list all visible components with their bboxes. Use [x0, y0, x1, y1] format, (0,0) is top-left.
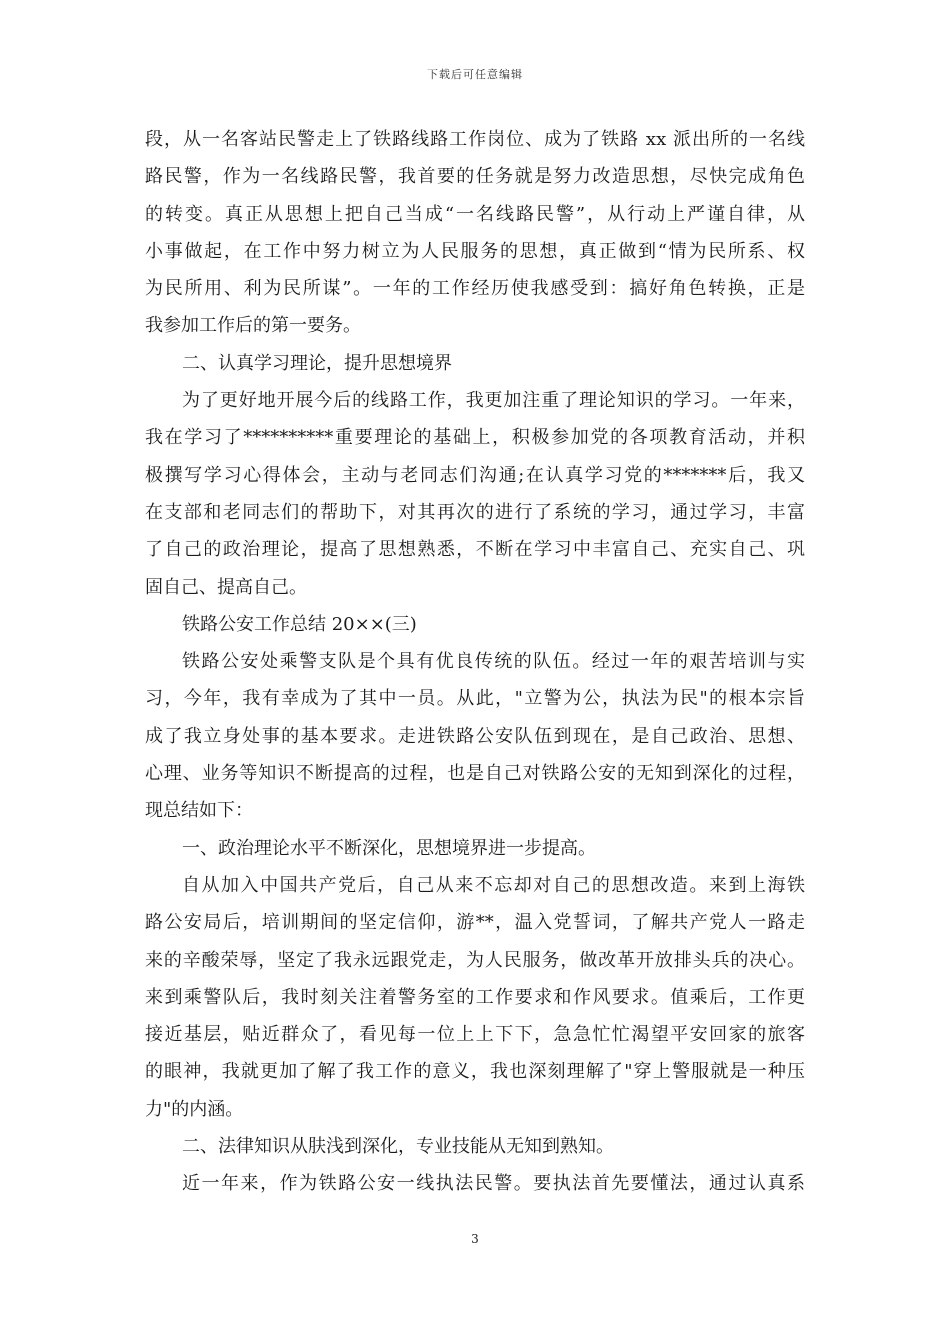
text-line: 我在学习了**********重要理论的基础上，积极参加党的各项教育活动，并积: [145, 427, 805, 449]
text-line: 在支部和老同志们的帮助下，对其再次的进行了系统的学习，通过学习，丰富: [145, 501, 805, 523]
text-line: 成了我立身处事的基本要求。走进铁路公安队伍到现在，是自己政治、思想、: [145, 725, 805, 747]
text-line: 二、法律知识从肤浅到深化，专业技能从无知到熟知。: [182, 1136, 614, 1158]
text-line: 自从加入中国共产党后，自己从来不忘却对自己的思想改造。来到上海铁: [182, 874, 805, 896]
text-line: 心理、业务等知识不断提高的过程，也是自己对铁路公安的无知到深化的过程，: [145, 763, 805, 785]
text-line: 铁路公安处乘警支队是个具有优良传统的队伍。经过一年的艰苦培训与实: [182, 651, 805, 673]
text-line: 极撰写学习心得体会，主动与老同志们沟通;在认真学习党的*******后，我又: [145, 464, 805, 486]
text-line: 的转变。真正从思想上把自己当成“一名线路民警”，从行动上严谨自律，从: [145, 203, 805, 225]
page-number: 3: [471, 1232, 479, 1246]
text-line: 接近基层，贴近群众了，看见每一位上上下下，急急忙忙渴望平安回家的旅客: [145, 1024, 805, 1046]
text-line: 近一年来，作为铁路公安一线执法民警。要执法首先要懂法，通过认真系: [182, 1173, 805, 1195]
text-line: 力"的内涵。: [145, 1098, 244, 1120]
text-line: 固自己、提高自己。: [145, 576, 307, 598]
text-line: 习，今年，我有幸成为了其中一员。从此，"立警为公，执法为民"的根本宗旨: [145, 688, 805, 710]
text-line: 小事做起，在工作中努力树立为人民服务的思想，真正做到“情为民所系、权: [145, 240, 805, 262]
text-line: 了自己的政治理论，提高了思想熟悉，不断在学习中丰富自己、充实自己、巩: [145, 539, 805, 561]
text-line: 路民警，作为一名线路民警，我首要的任务就是努力改造思想，尽快完成角色: [145, 166, 805, 188]
document-body: [145, 121, 805, 1203]
text-line: 段，从一名客站民警走上了铁路线路工作岗位、成为了铁路 xx 派出所的一名线: [145, 129, 805, 150]
text-line: 铁路公安工作总结 20××(三): [182, 613, 417, 635]
text-line: 来的辛酸荣辱，坚定了我永远跟党走，为人民服务，做改革开放排头兵的决心。: [145, 949, 805, 971]
text-line: 一、政治理论水平不断深化，思想境界进一步提高。: [182, 837, 596, 859]
text-line: 为了更好地开展今后的线路工作，我更加注重了理论知识的学习。一年来，: [182, 390, 805, 412]
text-line: 来到乘警队后，我时刻关注着警务室的工作要求和作风要求。值乘后，工作更: [145, 986, 805, 1008]
text-line: 路公安局后，培训期间的坚定信仰，游**，温入党誓词，了解共产党人一路走: [145, 912, 805, 934]
text-line: 现总结如下：: [145, 800, 253, 822]
text-line: 二、认真学习理论，提升思想境界: [182, 352, 452, 374]
page-header: 下载后可任意编辑: [427, 68, 523, 81]
text-line: 的眼神，我就更加了解了我工作的意义，我也深刻理解了"穿上警服就是一种压: [145, 1061, 805, 1083]
text-line: 为民所用、利为民所谋”。一年的工作经历使我感受到：搞好角色转换，正是: [145, 278, 805, 300]
text-line: 我参加工作后的第一要务。: [145, 315, 361, 337]
